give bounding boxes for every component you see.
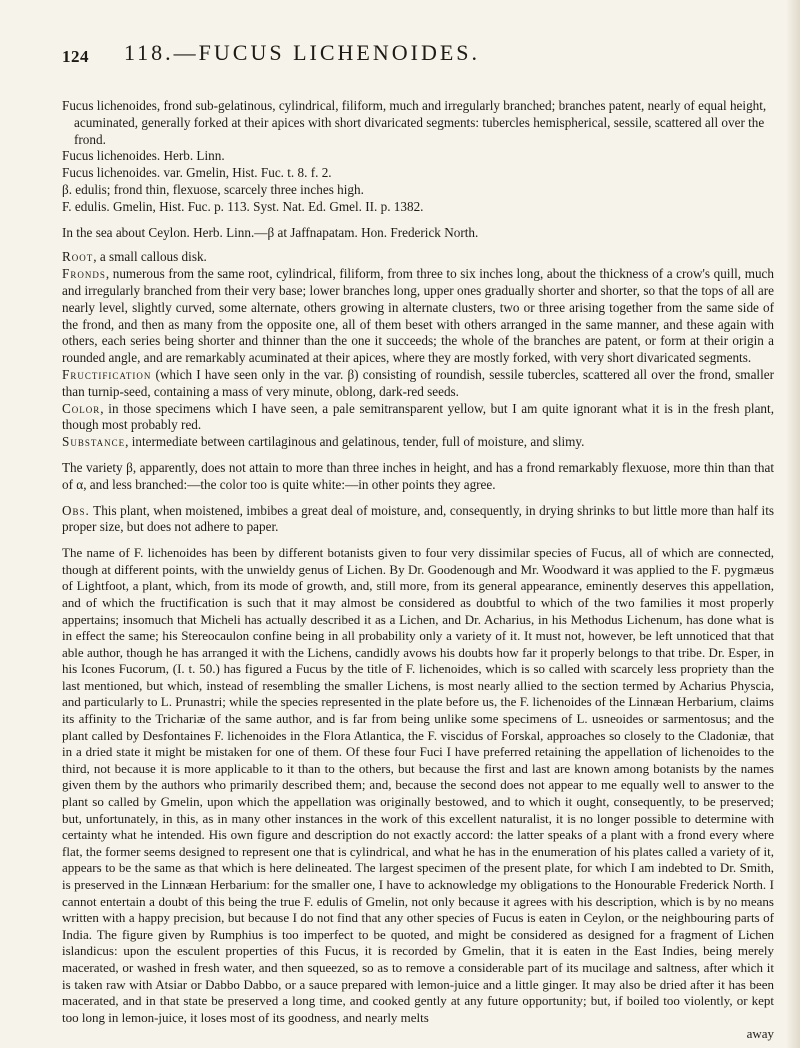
desc-root xyxy=(62,249,774,266)
page-edge-shadow xyxy=(786,0,800,1048)
variety-paragraph: The variety β, apparently, does not attain to more than three inches in height, and has a frond remarkably flexuose, more thin than that of α, and less branched:—the color too is quite white:—in other points they agree. xyxy=(62,459,774,492)
desc-fronds xyxy=(62,266,774,367)
habitat: In the sea about Ceylon. Herb. Linn.—β at Jaffnapatam. Hon. Frederick North. xyxy=(62,224,479,240)
synonymy-block xyxy=(62,98,774,216)
page-header xyxy=(62,40,774,70)
page-number: 124 xyxy=(62,47,89,66)
desc-text: , a small callous disk. xyxy=(93,249,207,265)
synonym-edulis: F. edulis. Gmelin, Hist. Fuc. p. 113. Syst. Nat. Ed. Gmel. II. p. 1382. xyxy=(62,198,424,214)
page xyxy=(62,40,774,1042)
catchword: away xyxy=(746,1026,774,1042)
desc-label: Fructification xyxy=(62,366,152,382)
desc-label: Root xyxy=(62,249,94,265)
obs-label: Obs. xyxy=(62,502,90,518)
desc-text: , intermediate between cartilaginous and gelatinous, tender, full of moisture, and slimy. xyxy=(125,434,585,450)
description-block xyxy=(62,249,774,451)
observation-paragraph xyxy=(62,503,774,537)
desc-text: , numerous from the same root, cylindrical, filiform, from three to six inches long, about the thickness of a crow's quill, much and irregularly branched from their very base; lower branches long, upper ones gradually shorter and shorter, so that the tops of all are nearly level, slightly curved, some alternate, others growing in alternate clusters, two or three arising together from the same side of the frond, and then as many from the opposite one, all of them beset with others arranged in the same manner, and these again with others, each series being shorter and thinner than the one it succeeds; the whole of the branches are patent, or form at their origin a rounded angle, and are remarkably acuminated at their apices, where they are mostly forked, with very short divaricated segments. xyxy=(62,266,774,366)
desc-text: (which I have seen only in the var. β) consisting of roundish, sessile tubercles, scattered all over the frond, smaller than turnip-seed, containing a mass of very minute, oblong, dark-red seeds. xyxy=(62,366,774,399)
synonym-herb-linn: Fucus lichenoides. Herb. Linn. xyxy=(62,148,225,164)
desc-fructification xyxy=(62,367,774,401)
discussion-paragraph: The name of F. lichenoides has been by different botanists given to four very dissimilar species of Fucus, all of which are connected, though at different points, with the unwieldy genus of Lichen. By Dr. Goodenough and Mr. Woodward it was applied to the F. pygmæus of Lightfoot, a plant, which, from its mode of growth, and, still more, from its general appearance, eminently deserves this appellation, and of which the fructification is such that it may almost be considered as doubtful to which of the two families it most properly appertains; insomuch that Micheli has actually described it as a Lichen, and Dr. Acharius, in his Methodus Lichenum, has done what is in effect the same; his Stereocaulon confine being in all probability only a variety of it. It must not, however, be left unnoticed that that able author, though he has arranged it with the Lichens, candidly avows his doubts how far it properly belongs to that tribe. Dr. Esper, in his Icones Fucorum, (I. t. 50.) has figured a Fucus by the title of F. lichenoides, which is so called with scarcely less propriety than the last mentioned, but which, instead of resembling the smaller Lichens, is most nearly allied to the section termed by Acharius Physcia, and particularly to L. Prunastri; while the species represented in the plate before us, the F. lichenoides of the Linnæan Herbarium, claims its affinity to the Trichariæ of the same author, and is far from being unlike some specimens of L. usneoides or sarmentosus; and the plant called by Desfontaines F. lichenoides in the Flora Atlantica, the F. viscidus of Forskal, approaches so closely to the Cladoniæ, that in a dried state it might be mistaken for one of them. Of these four Fuci I have preferred retaining the appellation of lichenoides to the third, not because it is more applicable to it than to the others, but because the first and last are known among botanists by the names given them by the authors who primarily described them; and, because the second does not appear to me equally well to answer to the plant so called by Gmelin, upon which the appellation was originally bestowed, and to which it ought, consequently, to be preserved; but, unfortunately, in this, as in many other instances in the work of this excellent naturalist, it is no longer possible to determine with certainty what he intended. His own figure and description do not exactly accord: the latter speaks of a plant with a frond every where flat, the former seems designed to represent one that is cylindrical, and what he has in the enumeration of his plates called a variety of it, appears to be the same as that which is here delineated. The largest specimen of the present plate, for which I am indebted to Dr. Smith, is preserved in the Linnæan Herbarium: for the smaller one, I have to acknowledge my obligations to the Honourable Frederick North. I cannot entertain a doubt of this being the true F. edulis of Gmelin, not only because it agrees with his description, which is by no means written with a happy precision, but because I do not find that any other species of Fucus is eaten in Ceylon, or the neighbouring parts of India. The figure given by Rumphius is too imperfect to be quoted, and might be considered as designed for a fragment of Lichen islandicus: upon the esculent properties of this Fucus, it is recorded by Gmelin, that it is eaten in the East Indies, being merely macerated, or washed in fresh water, and then squeezed, so as to remove a considerable part of its mucilage and saltness, after which it is taken raw with Atsiar or Dabbo Dabbo, or a sauce prepared with lemon-juice and a little ginger. It may also be dried after it has been macerated, and in that state be preserved a long time, and cooked gently at any future opportunity; but, if boiled too violently, or kept too long in lemon-juice, it loses most of its goodness, and nearly melts xyxy=(62,545,774,1025)
variety-beta-diagnosis: β. edulis; frond thin, flexuose, scarcely three inches high. xyxy=(62,181,364,197)
desc-label: Fronds xyxy=(62,266,106,282)
desc-text: , in those specimens which I have seen, a pale semitransparent yellow, but I am quite ignorant what it is in the fresh plant, though most probably red. xyxy=(62,400,774,433)
obs-text: This plant, when moistened, imbibes a great deal of moisture, and, consequently, in drying shrinks to but little more than half its proper size, but does not adhere to paper. xyxy=(62,502,774,535)
synonym-gmelin-var: Fucus lichenoides. var. Gmelin, Hist. Fuc. t. 8. f. 2. xyxy=(62,165,332,181)
desc-substance xyxy=(62,434,774,451)
desc-color xyxy=(62,401,774,435)
desc-label: Substance xyxy=(62,434,126,450)
desc-label: Color xyxy=(62,400,101,416)
diagnosis: Fucus lichenoides, frond sub-gelatinous, cylindrical, filiform, much and irregularly branched; branches patent, nearly of equal height, acuminated, generally forked at their apices with short divaricated segments: tubercles hemispherical, sessile, scattered all over the frond. xyxy=(62,98,767,147)
running-title: 118.—FUCUS LICHENOIDES. xyxy=(124,40,481,65)
